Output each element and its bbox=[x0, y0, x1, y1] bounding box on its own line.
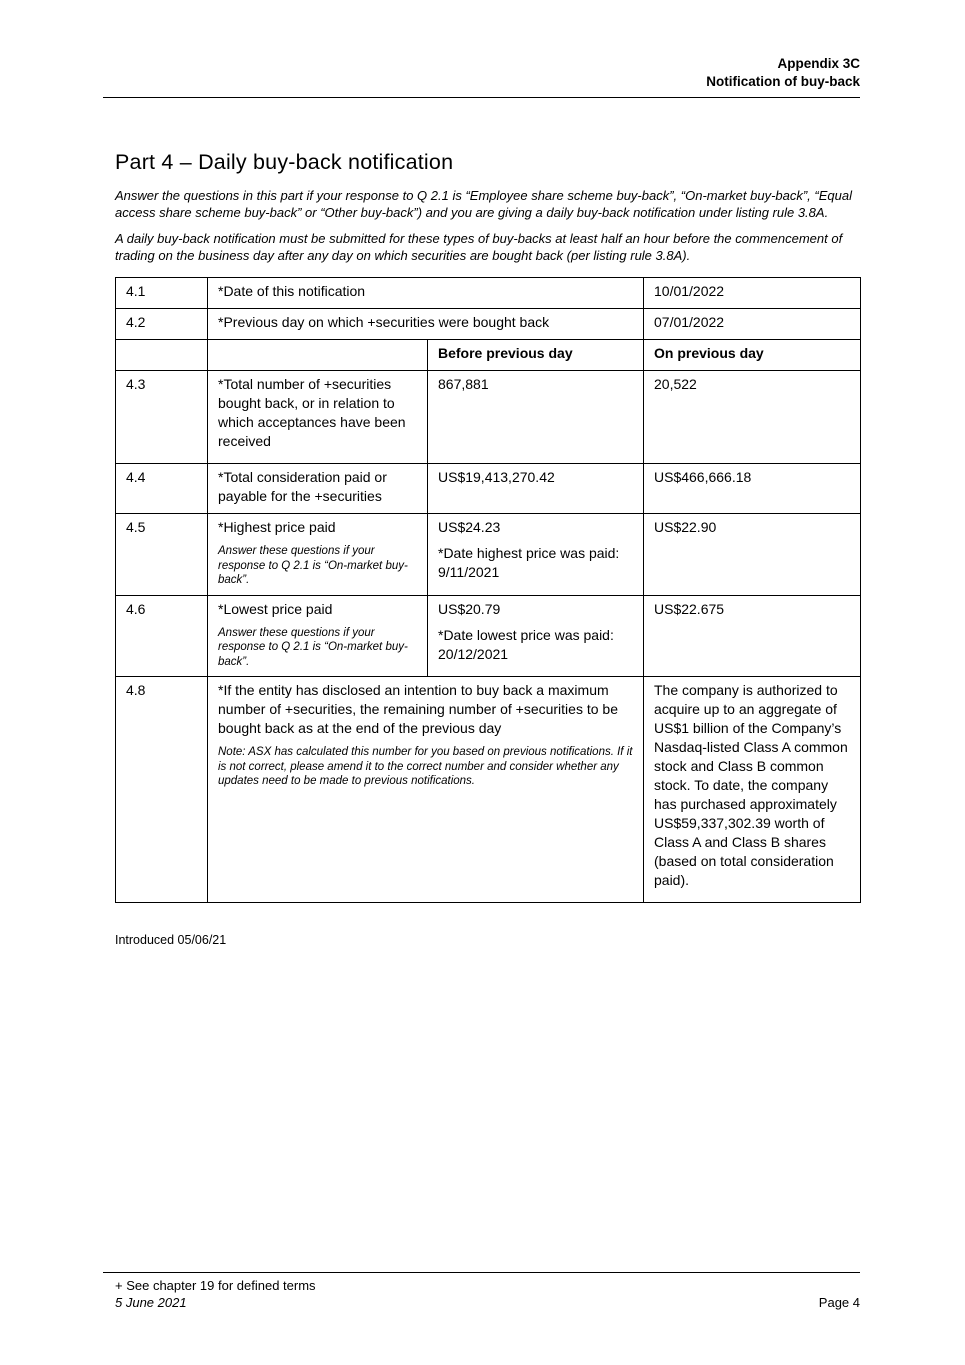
page-number: Page 4 bbox=[818, 1295, 860, 1310]
header-rule bbox=[103, 97, 860, 98]
question-cell: *Previous day on which +securities were bought back bbox=[208, 309, 644, 340]
table-row-4-6 bbox=[116, 595, 861, 677]
before-value-cell: US$19,413,270.42 bbox=[428, 464, 644, 514]
content-area bbox=[103, 0, 860, 947]
intro-paragraph-2: A daily buy-back notification must be submitted for these types of buy-backs at least half an hour before the commencement of trading on the business day after any day on which securities are bought back (per listing rule 3.8A). bbox=[115, 231, 843, 263]
question-note: Answer these questions if your response to Q 2.1 is “On-market buy-back”. bbox=[218, 545, 408, 586]
introduced-note: Introduced 05/06/21 bbox=[115, 933, 227, 947]
doc-subtitle: Notification of buy-back bbox=[706, 74, 860, 89]
empty-cell bbox=[208, 340, 428, 371]
price-date: *Date lowest price was paid: 20/12/2021 bbox=[438, 626, 614, 662]
row-number: 4.5 bbox=[116, 514, 208, 596]
question-text: *If the entity has disclosed an intention to buy back a maximum number of +securities, the remaining number of +securities to be bought back as at the end of the previous day bbox=[218, 682, 618, 736]
answer-cell: 10/01/2022 bbox=[644, 278, 861, 309]
page-footer bbox=[103, 1266, 860, 1311]
footer-row bbox=[115, 1294, 860, 1311]
table-header-row bbox=[116, 340, 861, 371]
price-value: US$20.79 bbox=[438, 600, 501, 617]
table-row-4-5 bbox=[116, 514, 861, 596]
table-row-4-2 bbox=[116, 309, 861, 340]
on-value-cell: 20,522 bbox=[644, 371, 861, 464]
question-cell bbox=[208, 677, 644, 903]
appendix-label: Appendix 3C bbox=[777, 56, 860, 71]
price-date: *Date highest price was paid: 9/11/2021 bbox=[438, 545, 620, 580]
footer-date: 5 June 2021 bbox=[115, 1295, 187, 1310]
before-value-cell bbox=[428, 595, 644, 677]
question-cell: *Total number of +securities bought back, or in relation to which acceptances have been received bbox=[208, 371, 428, 464]
table-row-4-4 bbox=[116, 464, 861, 514]
question-cell bbox=[208, 595, 428, 677]
row-number: 4.2 bbox=[116, 309, 208, 340]
row-number: 4.3 bbox=[116, 371, 208, 464]
on-value-cell: US$466,666.18 bbox=[644, 464, 861, 514]
table-row-4-3 bbox=[116, 371, 861, 464]
before-value-cell: 867,881 bbox=[428, 371, 644, 464]
part-title: Part 4 – Daily buy-back notification bbox=[115, 150, 454, 174]
row-number: 4.8 bbox=[116, 677, 208, 903]
row-number: 4.1 bbox=[116, 278, 208, 309]
question-note: Note: ASX has calculated this number for you based on previous notifications. If it is not correct, please amend it to the correct number and consider whether any updates need to be made to previous notifications. bbox=[218, 746, 633, 787]
on-value-cell: US$22.675 bbox=[644, 595, 861, 677]
question-cell: *Total consideration paid or payable for the +securities bbox=[208, 464, 428, 514]
question-text: *Highest price paid bbox=[218, 519, 336, 535]
question-cell: *Date of this notification bbox=[208, 278, 644, 309]
question-text: *Lowest price paid bbox=[218, 600, 333, 617]
defined-terms-note: + See chapter 19 for defined terms bbox=[115, 1278, 316, 1293]
column-header-on: On previous day bbox=[644, 340, 861, 371]
price-value: US$24.23 bbox=[438, 519, 501, 535]
row-number: 4.6 bbox=[116, 595, 208, 677]
table-row-4-8 bbox=[116, 677, 861, 903]
doc-header bbox=[103, 0, 860, 91]
answer-cell: 07/01/2022 bbox=[644, 309, 861, 340]
empty-cell bbox=[116, 340, 208, 371]
buyback-notification-table bbox=[115, 277, 861, 903]
question-note: Answer these questions if your response to Q 2.1 is “On-market buy-back”. bbox=[218, 626, 408, 668]
footer-rule bbox=[103, 1272, 860, 1273]
table-row-4-1 bbox=[116, 278, 861, 309]
column-header-before: Before previous day bbox=[428, 340, 644, 371]
intro-paragraph-1: Answer the questions in this part if your response to Q 2.1 is “Employee share scheme buy-back”, “On-market buy-back”, “Equal access share scheme buy-back” or “Other buy-back”) and you are giving a daily buy-back notification under listing rule 3.8A. bbox=[115, 188, 852, 220]
before-value-cell bbox=[428, 514, 644, 596]
question-cell bbox=[208, 514, 428, 596]
row-number: 4.4 bbox=[116, 464, 208, 514]
answer-cell: The company is authorized to acquire up to an aggregate of US$1 billion of the Company’s Nasdaq-listed Class A common stock and Class B common stock. To date, the company has purchased approximately US$59,337,302.39 worth of Class A and Class B shares (based on total consideration paid). bbox=[644, 677, 861, 903]
on-value-cell: US$22.90 bbox=[644, 514, 861, 596]
